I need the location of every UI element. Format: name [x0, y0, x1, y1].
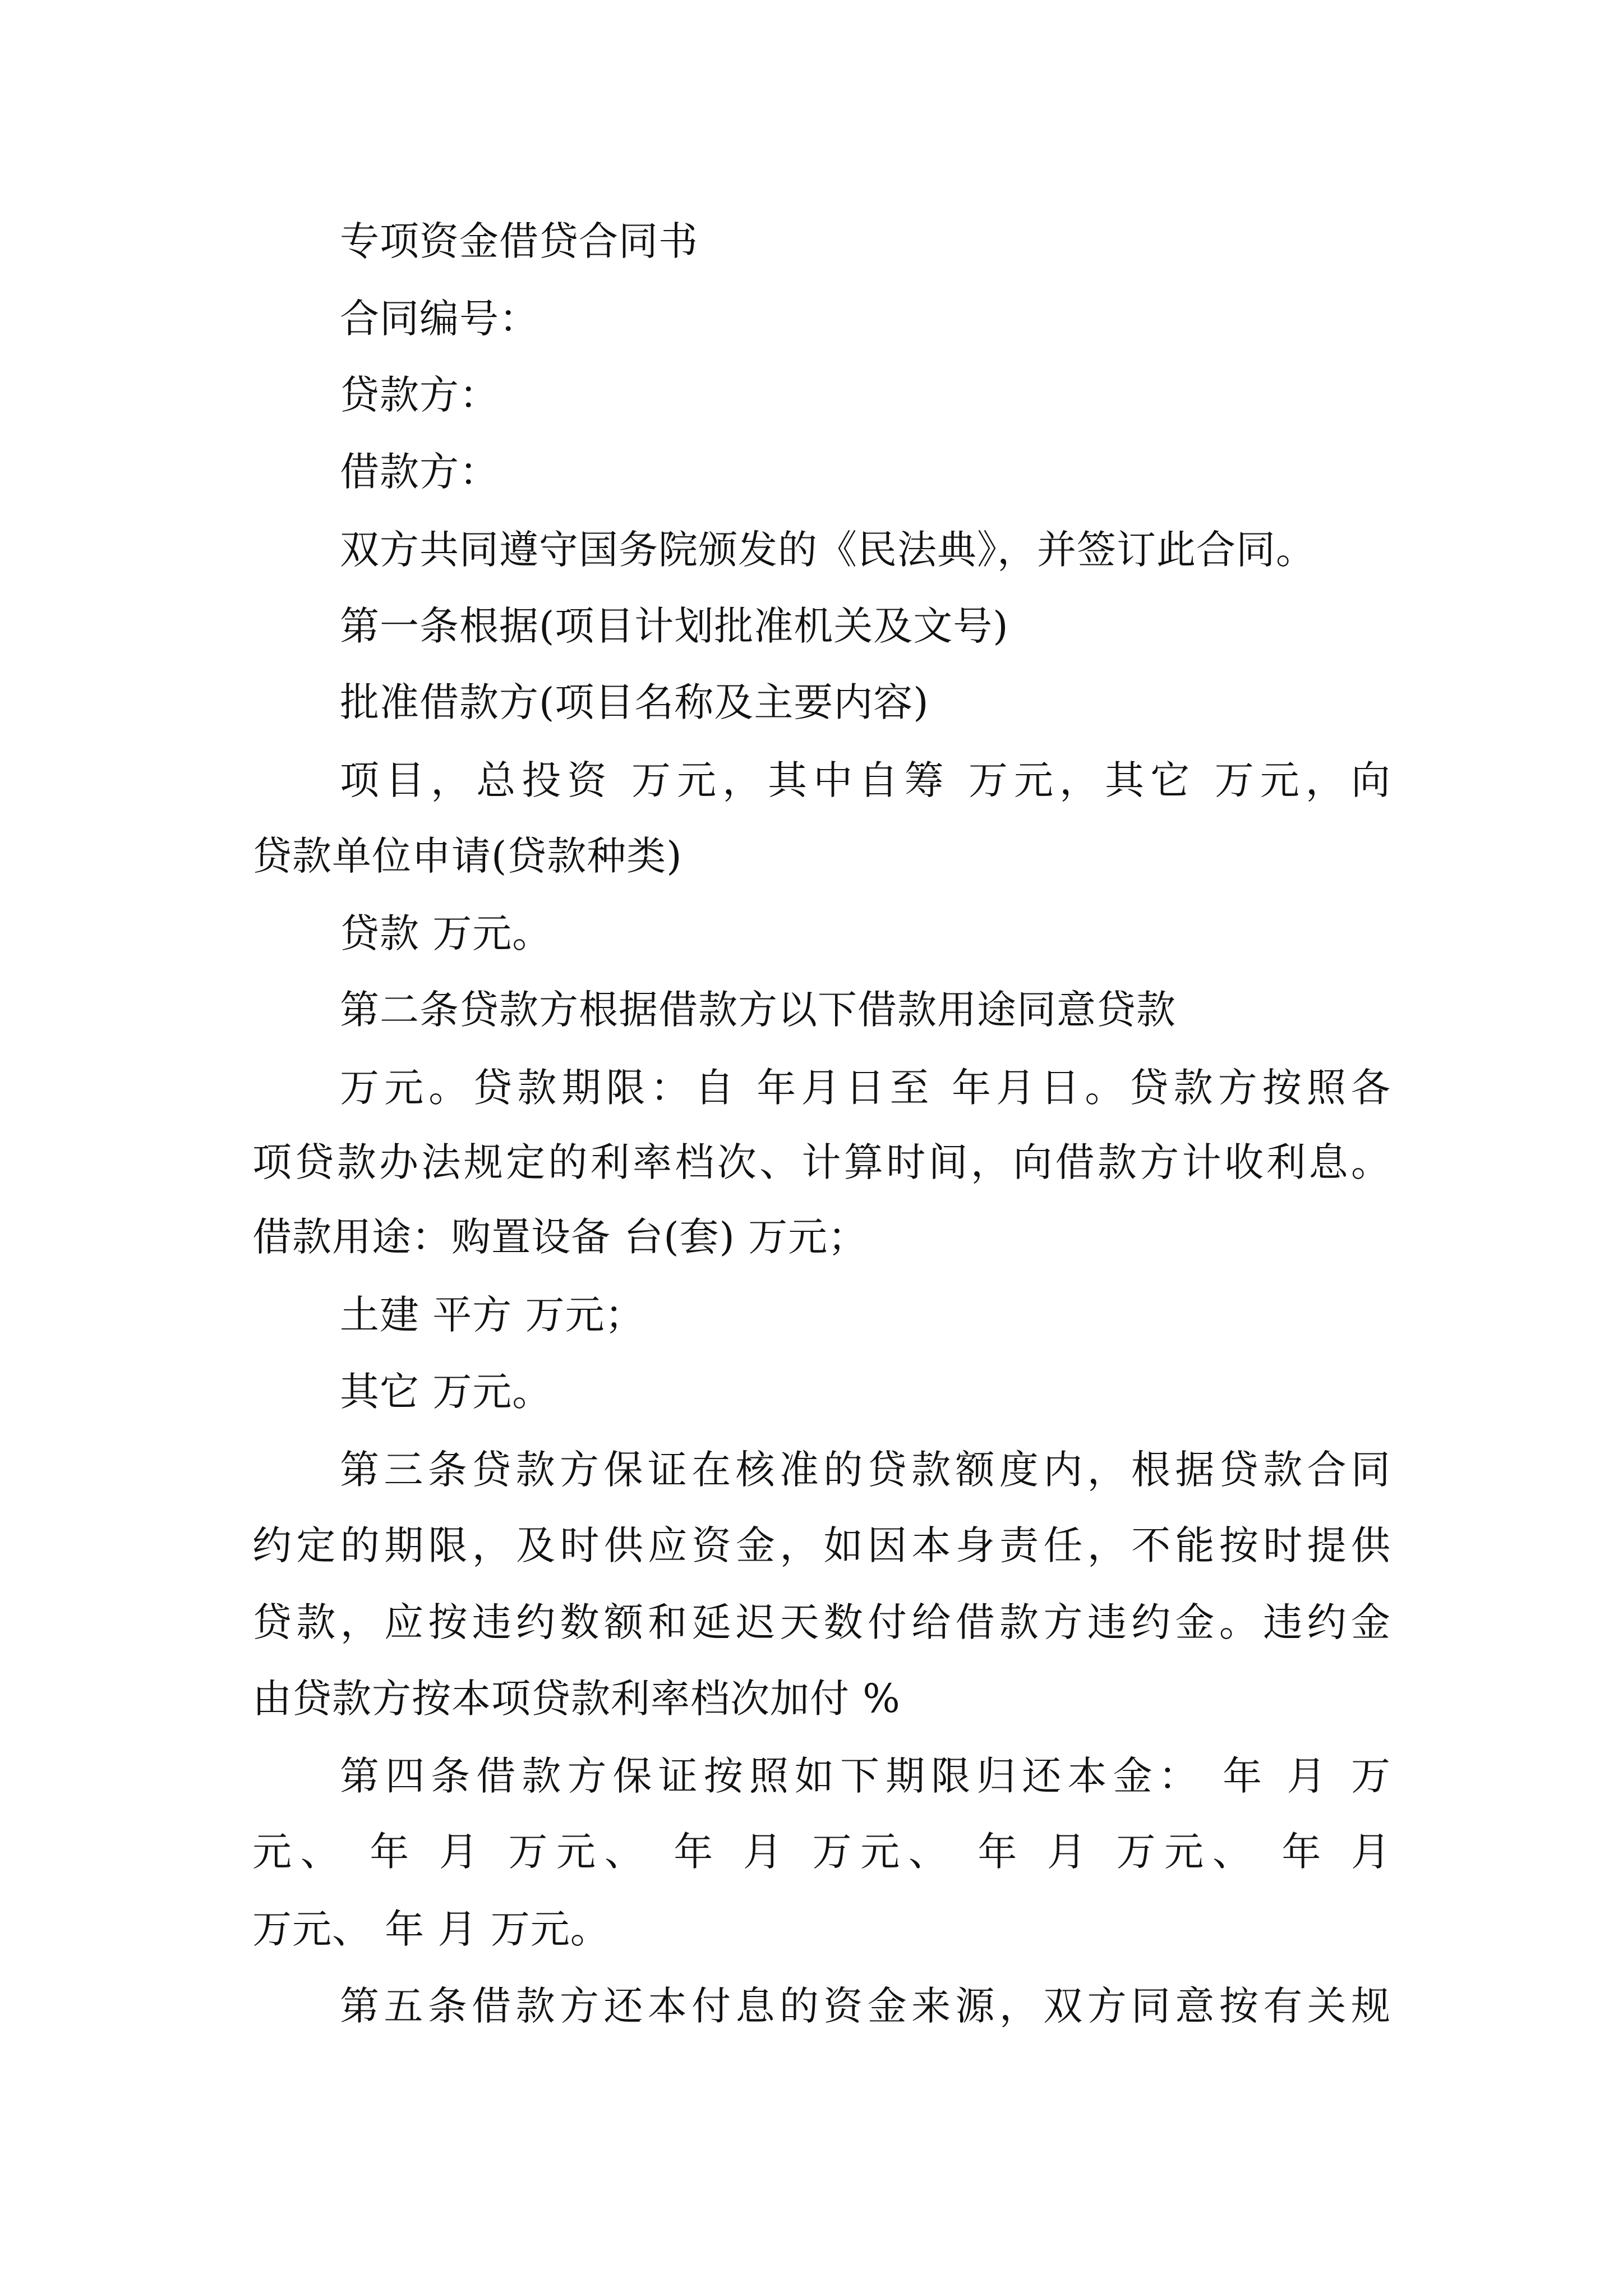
- article-4-line-2: 元、 年 月 万元、 年 月 万元、 年 月 万元、 年 月: [252, 1829, 1391, 1875]
- article-2-line-4: 借款用途：购置设备 台(套) 万元；: [252, 1214, 868, 1260]
- article-3-line-2: 约定的期限，及时供应资金，如因本身责任，不能按时提供: [252, 1522, 1391, 1568]
- article-1-line-5: 贷款 万元。: [340, 910, 552, 956]
- article-4-line-3: 万元、 年 月 万元。: [252, 1906, 610, 1952]
- article-3-line-3: 贷款，应按违约数额和延迟天数付给借款方违约金。违约金: [252, 1599, 1391, 1645]
- article-1-line-1: 第一条根据(项目计划批准机关及文号): [340, 603, 1009, 649]
- article-3-line-1: 第三条贷款方保证在核准的贷款额度内，根据贷款合同: [340, 1447, 1391, 1493]
- article-2-line-6: 其它 万元。: [340, 1369, 552, 1415]
- borrower-label: 借款方：: [340, 449, 499, 495]
- article-2-line-3: 项贷款办法规定的利率档次、计算时间，向借款方计收利息。: [252, 1139, 1391, 1185]
- article-3-line-4: 由贷款方按本项贷款利率档次加付 %: [252, 1676, 901, 1722]
- article-2-line-2: 万元。贷款期限：自 年月日至 年月日。贷款方按照各: [340, 1065, 1391, 1111]
- document-title: 专项资金借贷合同书: [340, 218, 698, 264]
- article-2-line-5: 土建 平方 万元；: [340, 1292, 645, 1338]
- preamble-line: 双方共同遵守国务院颁发的《民法典》，并签订此合同。: [340, 527, 1316, 573]
- article-1-line-4: 贷款单位申请(贷款种类): [252, 833, 683, 879]
- article-1-line-3: 项目，总投资 万元，其中自筹 万元，其它 万元，向: [340, 757, 1391, 803]
- article-2-line-1: 第二条贷款方根据借款方以下借款用途同意贷款: [340, 987, 1176, 1033]
- lender-label: 贷款方：: [340, 372, 499, 418]
- article-5-line-1: 第五条借款方还本付息的资金来源，双方同意按有关规: [340, 1983, 1391, 2029]
- article-1-line-2: 批准借款方(项目名称及主要内容): [340, 679, 929, 725]
- contract-number-label: 合同编号：: [340, 296, 539, 342]
- article-4-line-1: 第四条借款方保证按照如下期限归还本金： 年 月 万: [340, 1753, 1391, 1799]
